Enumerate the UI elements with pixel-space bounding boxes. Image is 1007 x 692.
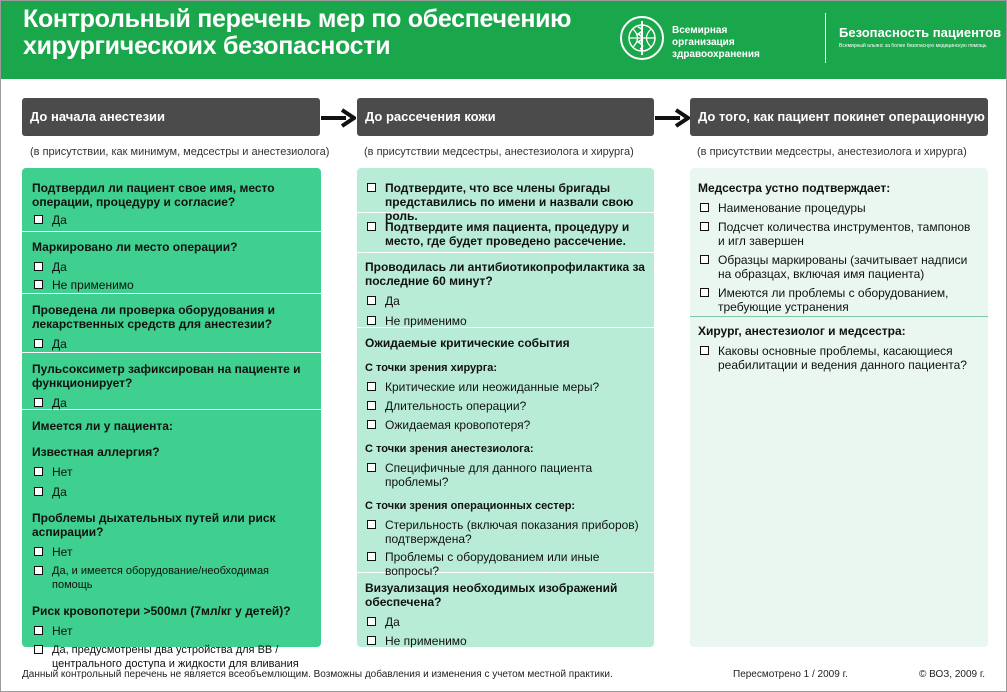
who-name-line-2: организация здравоохранения — [672, 37, 760, 60]
checkbox[interactable] — [700, 203, 709, 212]
option-label: Да, и имеется оборудование/необходимая помощь — [52, 565, 270, 591]
option-label: Да — [385, 615, 400, 629]
checkbox[interactable] — [367, 382, 376, 391]
option-label: Специфичные для данного пациента проблемы? — [385, 461, 593, 489]
column-heading-before-anesthesia: До начала анестезии — [22, 98, 320, 136]
who-emblem-icon — [619, 15, 665, 61]
option-label: Подтвердите имя пациента, процедуру и место, где будет проведено рассечение. — [385, 220, 630, 248]
checkbox[interactable] — [700, 255, 709, 264]
checkbox[interactable] — [367, 222, 376, 231]
option-label: Подтвердите, что все члены бригады представились по имени и назвали свою роль. — [385, 181, 634, 223]
checklist-section — [690, 168, 988, 317]
checkbox-option[interactable] — [365, 380, 646, 394]
checkbox-option[interactable] — [365, 418, 646, 432]
checklist-section — [22, 168, 321, 232]
option-label: Да — [385, 294, 400, 308]
checkbox-option[interactable] — [698, 286, 980, 314]
checkbox[interactable] — [367, 520, 376, 529]
checkbox[interactable] — [367, 636, 376, 645]
header-divider — [825, 13, 826, 63]
checklist-section — [22, 294, 321, 353]
title-line-1: Контрольный перечень мер по обеспечению — [23, 5, 572, 33]
checkbox-option[interactable] — [365, 314, 646, 328]
checklist-section — [357, 253, 654, 328]
checkbox-option[interactable] — [698, 344, 980, 372]
checklist-section — [357, 213, 654, 253]
checkbox[interactable] — [34, 487, 43, 496]
option-label: Ожидаемая кровопотеря? — [385, 418, 531, 432]
option-label: Каковы основные проблемы, касающиеся реабилитации и ведения данного пациента? — [718, 344, 967, 372]
option-label: Наименование процедуры — [718, 201, 866, 215]
patient-safety-title: Безопасность пациентов — [839, 25, 1002, 40]
checkbox[interactable] — [367, 296, 376, 305]
checkbox-option[interactable] — [32, 643, 311, 671]
who-organization-name — [672, 25, 822, 61]
section-question: Имеется ли у пациента: — [32, 419, 173, 433]
option-label: Да, предусмотрены два устройства для ВВ / центрального доступа и жидкости для вливания — [52, 644, 299, 670]
footer-disclaimer: Данный контрольный перечень не является всеобъемлющим. Возможны добавления и изменения с учетом местной практики. — [22, 669, 613, 680]
option-label: Нет — [52, 545, 73, 559]
checkbox[interactable] — [367, 420, 376, 429]
checkbox[interactable] — [34, 398, 43, 407]
checkbox[interactable] — [34, 339, 43, 348]
checkbox-option[interactable] — [32, 465, 311, 479]
section-question: Пульсоксиметр зафиксирован на пациенте и функционирует? — [32, 362, 301, 390]
checkbox[interactable] — [34, 547, 43, 556]
arrow-right-icon — [654, 108, 690, 128]
checklist-section — [22, 353, 321, 410]
column-subheading: (в присутствии, как минимум, медсестры и анестезиолога) — [30, 146, 330, 158]
subsection-label: Проблемы дыхательных путей или риск аспирации? — [32, 511, 276, 539]
checkbox[interactable] — [34, 215, 43, 224]
subsection-label: С точки зрения операционных сестер: — [365, 500, 576, 512]
footer-copyright: © ВОЗ, 2009 г. — [919, 669, 986, 680]
checkbox-option[interactable] — [32, 213, 311, 227]
option-label: Да — [52, 213, 67, 227]
option-label: Проблемы с оборудованием или иные вопросы? — [385, 550, 600, 578]
option-label: Да — [52, 337, 67, 351]
column-subheading: (в присутствии медсестры, анестезиолога и хирурга) — [697, 146, 967, 158]
arrow-right-icon — [320, 108, 356, 128]
option-label: Не применимо — [52, 278, 134, 292]
checkbox-option[interactable] — [32, 485, 311, 499]
checkbox-option[interactable] — [365, 220, 646, 248]
header-banner — [1, 1, 1006, 79]
checkbox-option[interactable] — [365, 634, 646, 648]
panel-before-leaving — [690, 168, 988, 647]
option-label: Да — [52, 396, 67, 410]
checklist-section — [22, 410, 321, 670]
checkbox[interactable] — [700, 346, 709, 355]
checkbox-option[interactable] — [32, 396, 311, 410]
panel-before-incision — [357, 168, 654, 647]
checkbox-option[interactable] — [365, 461, 646, 489]
checkbox[interactable] — [700, 288, 709, 297]
checklist-section — [690, 317, 988, 647]
checklist-section — [22, 232, 321, 294]
section-question: Проведена ли проверка оборудования и лекарственных средств для анестезии? — [32, 303, 275, 331]
section-question: Ожидаемые критические события — [365, 336, 570, 350]
footer-revised: Пересмотрено 1 / 2009 г. — [733, 669, 848, 680]
checkbox[interactable] — [367, 617, 376, 626]
option-label: Нет — [52, 624, 73, 638]
checkbox[interactable] — [34, 262, 43, 271]
section-question: Медсестра устно подтверждает: — [698, 181, 891, 195]
checkbox-option[interactable] — [32, 337, 311, 351]
checkbox[interactable] — [34, 280, 43, 289]
option-label: Стерильность (включая показания приборов) подтверждена? — [385, 518, 639, 546]
section-question: Хирург, анестезиолог и медсестра: — [698, 324, 906, 338]
option-label: Критические или неожиданные меры? — [385, 380, 600, 394]
checkbox[interactable] — [367, 463, 376, 472]
checkbox-option[interactable] — [32, 278, 311, 292]
checkbox-option[interactable] — [32, 624, 311, 638]
checkbox-option[interactable] — [698, 253, 980, 281]
option-label: Не применимо — [385, 314, 467, 328]
checkbox[interactable] — [34, 566, 43, 575]
checkbox[interactable] — [700, 222, 709, 231]
checkbox-option[interactable] — [698, 220, 980, 248]
checkbox[interactable] — [367, 316, 376, 325]
checkbox[interactable] — [367, 183, 376, 192]
title-line-2: хирургическоих безопасности — [23, 32, 391, 60]
section-question: Подтвердил ли пациент свое имя, место операции, процедуру и согласие? — [32, 181, 275, 209]
checkbox-option[interactable] — [365, 518, 646, 546]
patient-safety-subtitle: Всемирный альянс за более безопасную медицинскую помощь — [839, 43, 987, 49]
checkbox[interactable] — [367, 401, 376, 410]
checkbox[interactable] — [367, 552, 376, 561]
checkbox[interactable] — [34, 626, 43, 635]
who-name-line-1: Всемирная — [672, 25, 728, 36]
checkbox-option[interactable] — [365, 615, 646, 629]
option-label: Подсчет количества инструментов, тампонов и игл завершен — [718, 220, 971, 248]
checkbox-option[interactable] — [698, 201, 980, 215]
checklist-section — [357, 573, 654, 647]
option-label: Образцы маркированы (зачитывает надписи на образцах, включая имя пациента) — [718, 253, 968, 281]
column-heading-before-incision: До рассечения кожи — [357, 98, 654, 136]
option-label: Да — [52, 485, 67, 499]
checklist-section — [357, 328, 654, 578]
section-question: Проводилась ли антибиотикопрофилактика за последние 60 минут? — [365, 260, 645, 288]
checkbox-option[interactable] — [32, 564, 311, 592]
section-question: Маркировано ли место операции? — [32, 240, 238, 254]
subsection-label: Риск кровопотери >500мл (7мл/кг у детей)? — [32, 604, 291, 618]
checkbox-option[interactable] — [365, 399, 646, 413]
option-label: Длительность операции? — [385, 399, 527, 413]
panel-before-anesthesia — [22, 168, 321, 670]
option-label: Да — [52, 260, 67, 274]
section-question: Визуализация необходимых изображений обеспечена? — [365, 581, 618, 609]
subsection-label: С точки зрения анестезиолога: — [365, 443, 534, 455]
option-label: Нет — [52, 465, 73, 479]
checkbox[interactable] — [34, 467, 43, 476]
checklist-section — [357, 168, 654, 223]
option-label: Не применимо — [385, 634, 467, 648]
option-label: Имеются ли проблемы с оборудованием, требующие устранения — [718, 286, 949, 314]
subsection-label: Известная аллергия? — [32, 445, 160, 459]
checkbox-option[interactable] — [32, 545, 311, 559]
checkbox-option[interactable] — [32, 260, 311, 274]
column-heading-before-leaving: До того, как пациент покинет операционную — [690, 98, 988, 136]
subsection-label: С точки зрения хирурга: — [365, 362, 498, 374]
checkbox-option[interactable] — [365, 294, 646, 308]
page-title — [23, 6, 613, 60]
checkbox[interactable] — [34, 645, 43, 654]
column-subheading: (в присутствии медсестры, анестезиолога и хирурга) — [364, 146, 634, 158]
